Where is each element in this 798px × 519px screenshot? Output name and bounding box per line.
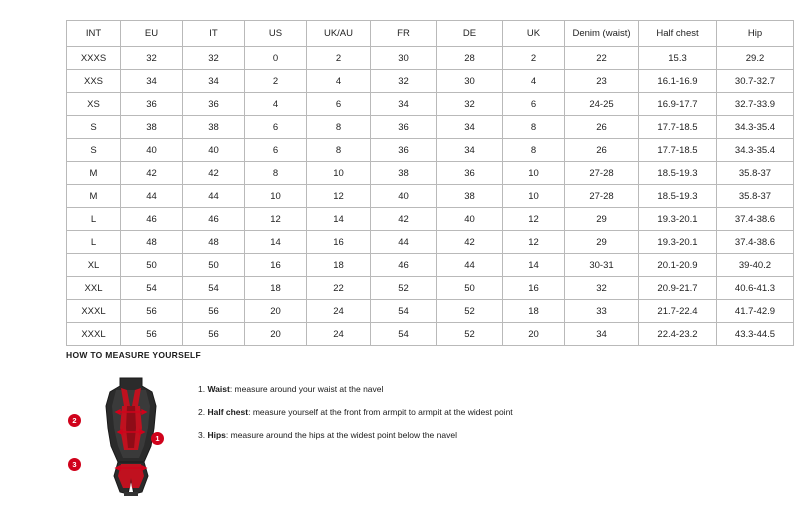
table-row: [67, 208, 794, 231]
table-cell: 52: [371, 277, 437, 300]
column-header: Half chest: [639, 21, 717, 47]
table-cell: 6: [245, 116, 307, 139]
table-row: [67, 300, 794, 323]
measure-note: [198, 430, 513, 440]
table-cell: 8: [307, 116, 371, 139]
table-cell: 46: [371, 254, 437, 277]
table-cell: 50: [183, 254, 245, 277]
table-cell: 18: [503, 300, 565, 323]
table-cell: 10: [307, 162, 371, 185]
table-cell: 4: [503, 70, 565, 93]
table-cell: 19.3-20.1: [639, 231, 717, 254]
column-header: IT: [183, 21, 245, 47]
table-cell: 24: [307, 323, 371, 346]
table-cell: 20: [245, 300, 307, 323]
table-cell: 34: [437, 139, 503, 162]
how-to-measure-section: [66, 350, 766, 500]
table-cell: 24: [307, 300, 371, 323]
table-cell: 30: [371, 47, 437, 70]
table-cell: XXXL: [67, 300, 121, 323]
table-cell: 37.4-38.6: [717, 231, 794, 254]
table-cell: 6: [307, 93, 371, 116]
table-cell: 8: [307, 139, 371, 162]
table-cell: 43.3-44.5: [717, 323, 794, 346]
size-chart-table: [66, 20, 794, 346]
table-cell: 50: [121, 254, 183, 277]
table-cell: 22: [307, 277, 371, 300]
table-cell: 40: [121, 139, 183, 162]
table-cell: 18: [307, 254, 371, 277]
table-cell: 0: [245, 47, 307, 70]
table-row: [67, 185, 794, 208]
table-cell: 20: [503, 323, 565, 346]
column-header: UK: [503, 21, 565, 47]
table-row: [67, 70, 794, 93]
table-cell: 34: [121, 70, 183, 93]
table-cell: 2: [503, 47, 565, 70]
table-cell: 35.8-37: [717, 185, 794, 208]
table-cell: 34: [437, 116, 503, 139]
table-cell: 10: [245, 185, 307, 208]
table-cell: 37.4-38.6: [717, 208, 794, 231]
table-cell: 41.7-42.9: [717, 300, 794, 323]
table-cell: L: [67, 231, 121, 254]
measure-note-text: : measure around your waist at the navel: [229, 384, 384, 394]
table-cell: 46: [121, 208, 183, 231]
table-cell: 8: [503, 116, 565, 139]
column-header: FR: [371, 21, 437, 47]
table-cell: XXS: [67, 70, 121, 93]
table-cell: 22: [565, 47, 639, 70]
table-cell: 17.7-18.5: [639, 139, 717, 162]
table-cell: 32: [437, 93, 503, 116]
measure-note-term: Waist: [207, 384, 230, 394]
table-cell: 16: [307, 231, 371, 254]
table-cell: 56: [183, 323, 245, 346]
table-cell: 14: [307, 208, 371, 231]
table-cell: 34.3-35.4: [717, 139, 794, 162]
table-cell: 42: [183, 162, 245, 185]
table-cell: 44: [437, 254, 503, 277]
table-cell: 38: [183, 116, 245, 139]
column-header: Hip: [717, 21, 794, 47]
table-cell: 36: [371, 116, 437, 139]
table-cell: 38: [121, 116, 183, 139]
table-cell: M: [67, 185, 121, 208]
table-row: [67, 231, 794, 254]
measure-notes-list: [198, 370, 513, 454]
table-row: [67, 47, 794, 70]
mannequin-figure-container: [66, 370, 186, 500]
table-cell: 38: [437, 185, 503, 208]
table-cell: 16: [503, 277, 565, 300]
table-cell: 54: [371, 300, 437, 323]
table-cell: 29: [565, 208, 639, 231]
table-cell: 32: [121, 47, 183, 70]
table-cell: XXL: [67, 277, 121, 300]
column-header: Denim (waist): [565, 21, 639, 47]
measure-note-text: : measure yourself at the front from armpit to armpit at the widest point: [248, 407, 513, 418]
table-cell: 22.4-23.2: [639, 323, 717, 346]
table-cell: 48: [121, 231, 183, 254]
table-cell: 36: [121, 93, 183, 116]
measure-note-term: Hips: [207, 430, 226, 441]
table-cell: 4: [245, 93, 307, 116]
table-cell: 40.6-41.3: [717, 277, 794, 300]
table-cell: 30: [437, 70, 503, 93]
table-cell: 10: [503, 185, 565, 208]
measure-note-text: : measure around the hips at the widest point below the navel: [225, 430, 457, 441]
measure-note: [198, 384, 513, 394]
table-cell: 14: [503, 254, 565, 277]
table-cell: 23: [565, 70, 639, 93]
table-cell: 20: [245, 323, 307, 346]
table-cell: 24-25: [565, 93, 639, 116]
table-cell: 32: [371, 70, 437, 93]
table-cell: 36: [183, 93, 245, 116]
table-cell: 56: [183, 300, 245, 323]
table-cell: 30-31: [565, 254, 639, 277]
column-header: UK/AU: [307, 21, 371, 47]
table-cell: XS: [67, 93, 121, 116]
table-cell: 6: [245, 139, 307, 162]
table-cell: 27-28: [565, 162, 639, 185]
table-row: [67, 139, 794, 162]
table-cell: 4: [307, 70, 371, 93]
table-cell: 35.8-37: [717, 162, 794, 185]
table-cell: 56: [121, 300, 183, 323]
table-cell: 50: [437, 277, 503, 300]
table-cell: XL: [67, 254, 121, 277]
table-cell: 6: [503, 93, 565, 116]
table-cell: 20.9-21.7: [639, 277, 717, 300]
table-cell: 54: [183, 277, 245, 300]
table-cell: 42: [121, 162, 183, 185]
table-header-row: [67, 21, 794, 47]
table-cell: 34: [565, 323, 639, 346]
table-cell: 2: [307, 47, 371, 70]
table-cell: 8: [245, 162, 307, 185]
table-cell: 32: [183, 47, 245, 70]
column-header: US: [245, 21, 307, 47]
table-row: [67, 93, 794, 116]
table-cell: 16.1-16.9: [639, 70, 717, 93]
table-cell: 40: [371, 185, 437, 208]
table-cell: 42: [371, 208, 437, 231]
table-cell: 44: [121, 185, 183, 208]
table-cell: 2: [245, 70, 307, 93]
column-header: DE: [437, 21, 503, 47]
table-cell: 18: [245, 277, 307, 300]
measure-note-index: 1.: [198, 384, 206, 394]
table-cell: 12: [503, 208, 565, 231]
table-cell: 20.1-20.9: [639, 254, 717, 277]
table-row: [67, 116, 794, 139]
table-cell: XXXS: [67, 47, 121, 70]
table-cell: S: [67, 116, 121, 139]
table-cell: 29.2: [717, 47, 794, 70]
table-cell: 30.7-32.7: [717, 70, 794, 93]
table-cell: 14: [245, 231, 307, 254]
table-body: [67, 47, 794, 346]
table-cell: XXXL: [67, 323, 121, 346]
table-cell: 17.7-18.5: [639, 116, 717, 139]
table-cell: 44: [371, 231, 437, 254]
marker-3: 3: [68, 458, 81, 471]
table-cell: 10: [503, 162, 565, 185]
table-cell: 39-40.2: [717, 254, 794, 277]
table-cell: 12: [503, 231, 565, 254]
table-cell: 34: [371, 93, 437, 116]
table-row: [67, 277, 794, 300]
table-cell: 8: [503, 139, 565, 162]
table-cell: 21.7-22.4: [639, 300, 717, 323]
table-cell: 34.3-35.4: [717, 116, 794, 139]
table-row: [67, 254, 794, 277]
column-header: INT: [67, 21, 121, 47]
measure-note-term: Half chest: [207, 407, 249, 418]
table-cell: 56: [121, 323, 183, 346]
table-cell: S: [67, 139, 121, 162]
table-cell: 19.3-20.1: [639, 208, 717, 231]
table-cell: 28: [437, 47, 503, 70]
table-cell: 16.9-17.7: [639, 93, 717, 116]
table-cell: 32.7-33.9: [717, 93, 794, 116]
how-to-measure-body: [66, 370, 766, 500]
table-cell: 34: [183, 70, 245, 93]
measure-note-index: 2.: [198, 407, 206, 418]
table-cell: 40: [437, 208, 503, 231]
table-cell: 29: [565, 231, 639, 254]
table-cell: 12: [245, 208, 307, 231]
table-cell: 27-28: [565, 185, 639, 208]
table-cell: 48: [183, 231, 245, 254]
table-cell: 12: [307, 185, 371, 208]
table-cell: 40: [183, 139, 245, 162]
table-cell: 18.5-19.3: [639, 162, 717, 185]
column-header: EU: [121, 21, 183, 47]
table-cell: 38: [371, 162, 437, 185]
table-cell: L: [67, 208, 121, 231]
table-cell: 33: [565, 300, 639, 323]
table-cell: M: [67, 162, 121, 185]
table-cell: 42: [437, 231, 503, 254]
table-cell: 26: [565, 139, 639, 162]
measure-note: [198, 407, 513, 417]
marker-1: 1: [151, 432, 164, 445]
table-cell: 36: [371, 139, 437, 162]
table-cell: 46: [183, 208, 245, 231]
table-cell: 54: [121, 277, 183, 300]
table-cell: 52: [437, 323, 503, 346]
measure-note-index: 3.: [198, 430, 206, 441]
table-cell: 26: [565, 116, 639, 139]
table-cell: 44: [183, 185, 245, 208]
table-cell: 36: [437, 162, 503, 185]
table-cell: 52: [437, 300, 503, 323]
how-to-measure-title: HOW TO MEASURE YOURSELF: [66, 350, 202, 360]
table-row: [67, 323, 794, 346]
table-cell: 18.5-19.3: [639, 185, 717, 208]
table-cell: 32: [565, 277, 639, 300]
table-row: [67, 162, 794, 185]
table-cell: 15.3: [639, 47, 717, 70]
table-cell: 54: [371, 323, 437, 346]
table-cell: 16: [245, 254, 307, 277]
marker-2: 2: [68, 414, 81, 427]
size-chart-container: [66, 20, 776, 346]
